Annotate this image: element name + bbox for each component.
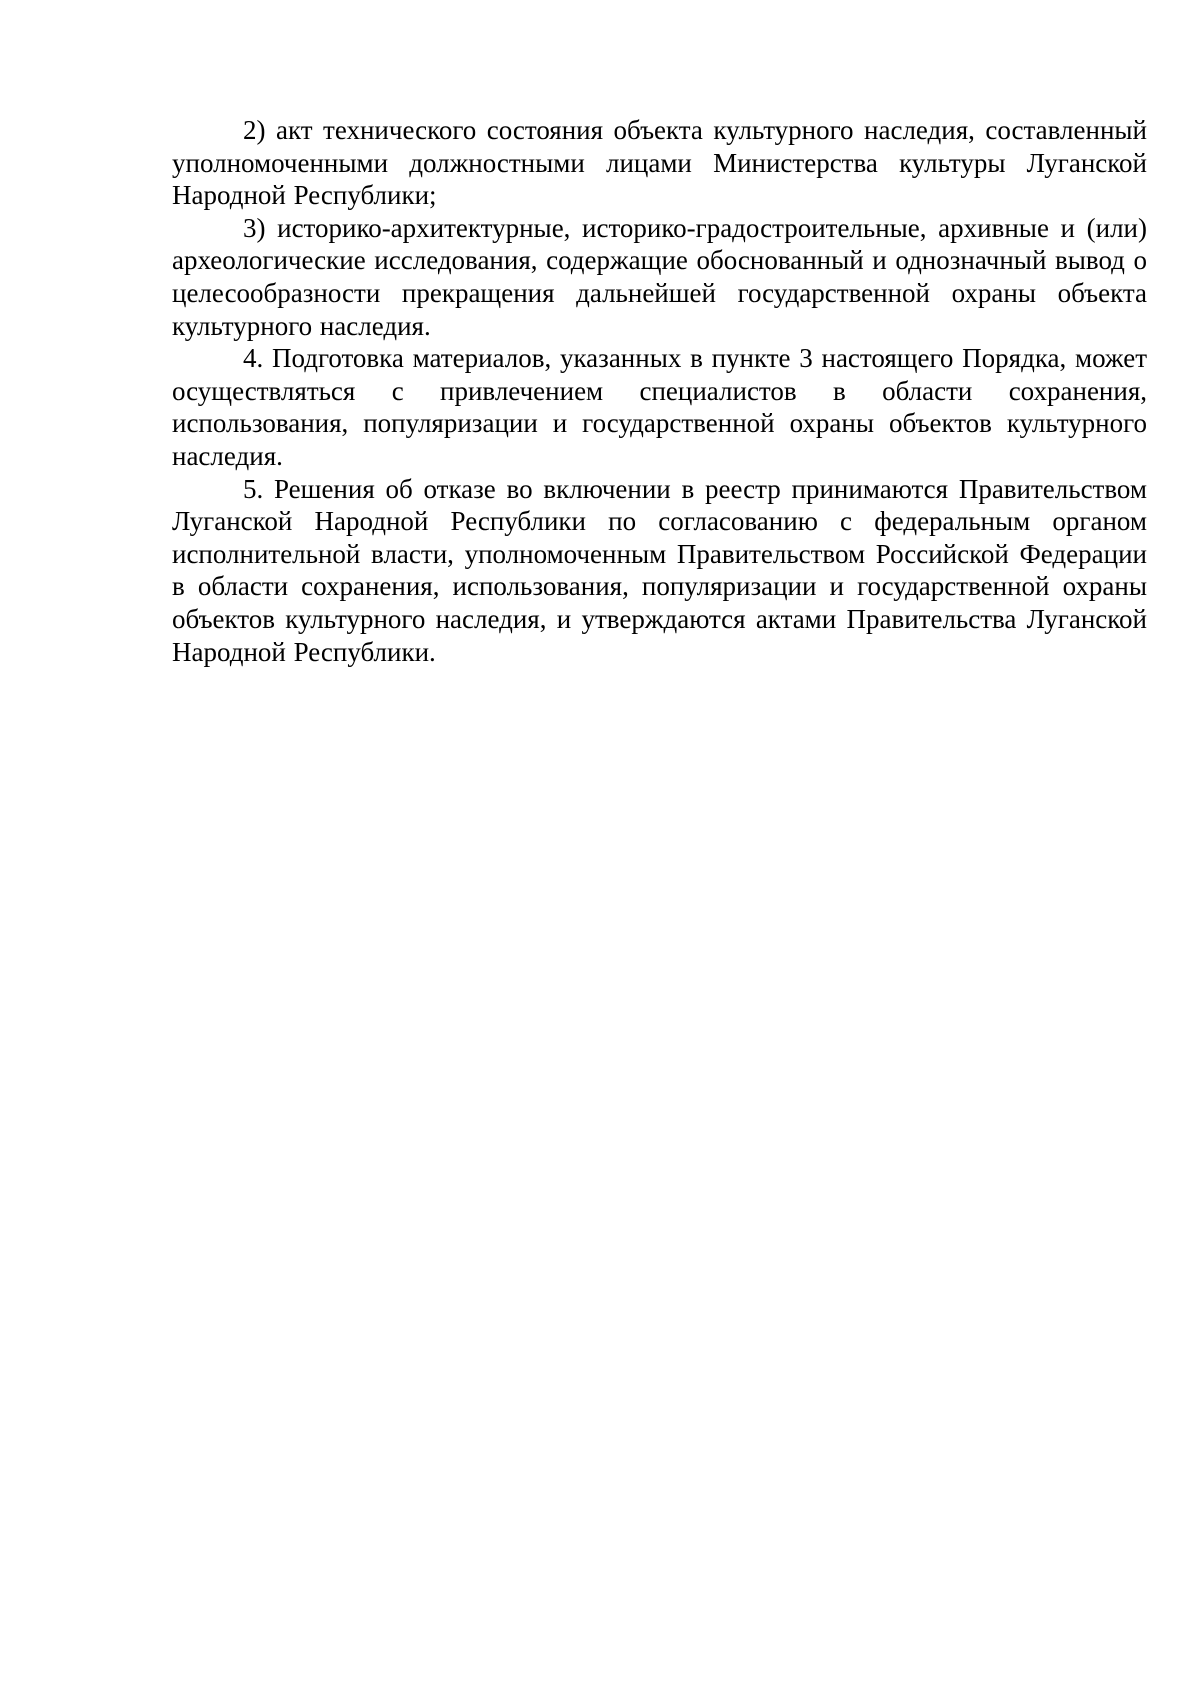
paragraph-clause-4-materials: 4. Подготовка материалов, указанных в пункте 3 настоящего Порядка, может осуществляться с привлечением специалистов в области сохранения, использования, популяризации и государственной охраны объектов культурного наследия. [172,343,1147,471]
paragraph-clause-5-decisions: 5. Решения об отказе во включении в реестр принимаются Правительством Луганской Народной Республики по согласованию с федеральным органом исполнительной власти, уполномоченным Правительством Российской Федерации в области сохранения, использования, популяризации и государственной охраны объектов культурного наследия, и утверждаются актами Правительства Луганской Народной Республики. [172,473,1147,667]
paragraph-item-3-research: 3) историко-архитектурные, историко-градостроительные, архивные и (или) археологические исследования, содержащие обоснованный и однозначный вывод о целесообразности прекращения дальнейшей государственной охраны объекта культурного наследия. [172,212,1147,341]
paragraph-item-2-technical-act: 2) акт технического состояния объекта культурного наследия, составленный уполномоченными должностными лицами Министерства культуры Луганской Народной Республики; [172,115,1147,211]
document-body [172,114,1147,668]
